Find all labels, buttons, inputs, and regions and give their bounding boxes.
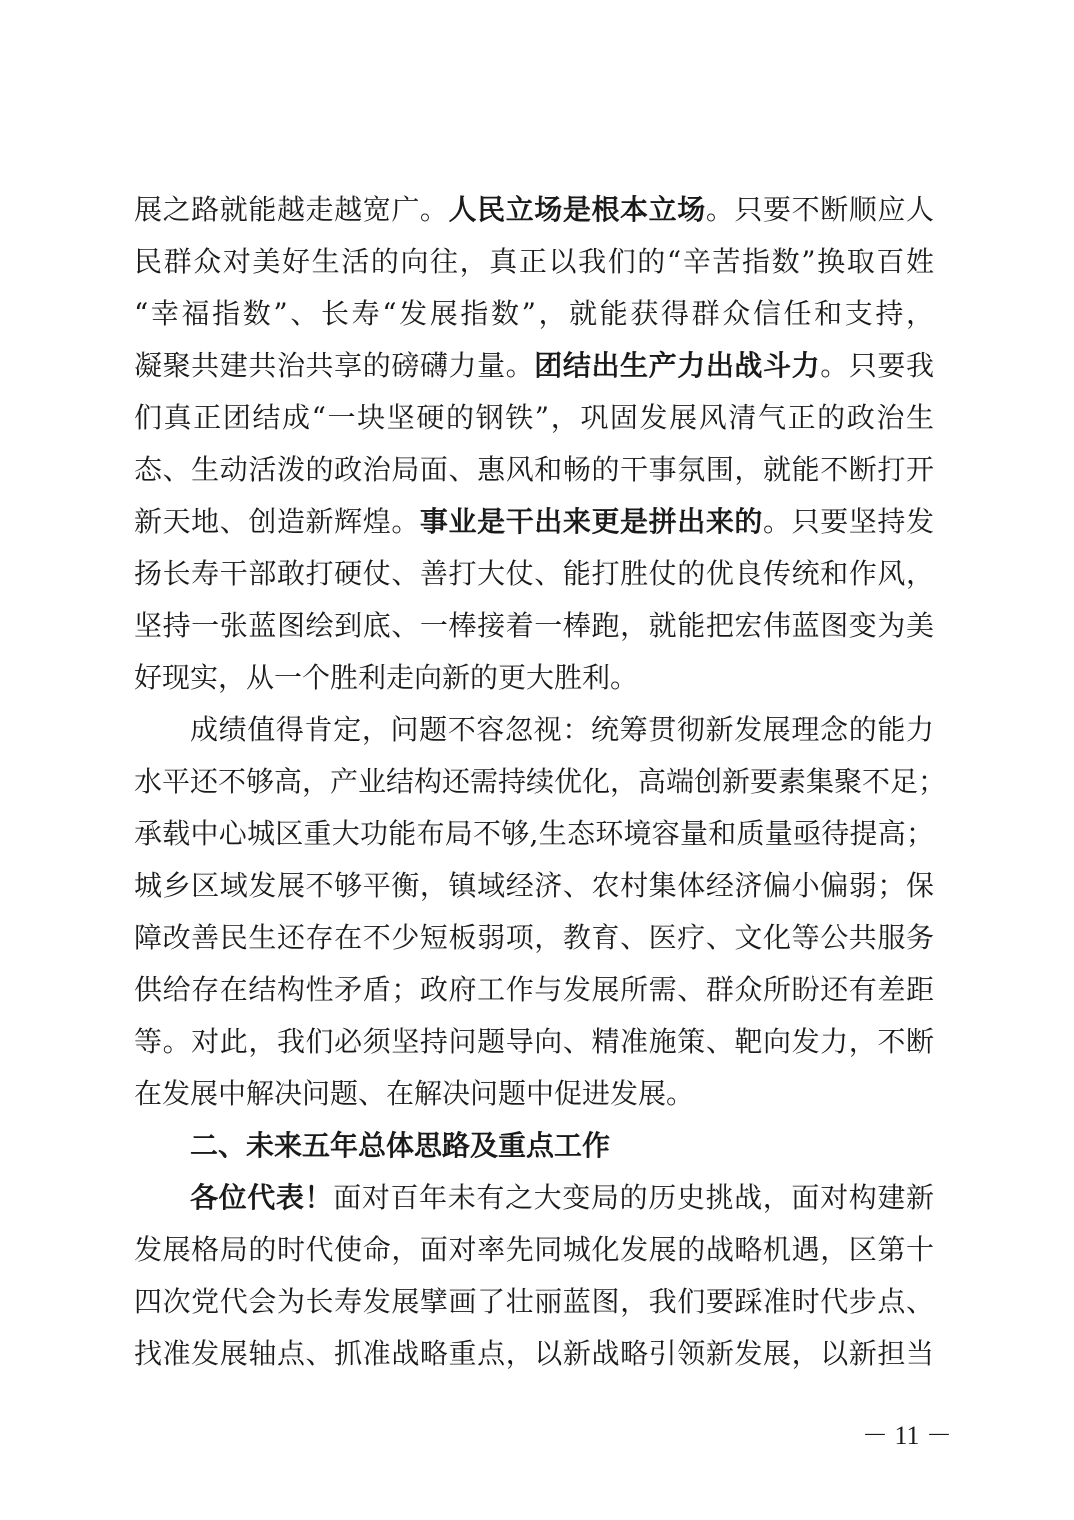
text-line: 在发展中解决问题、在解决问题中促进发展。 <box>134 1077 695 1110</box>
text-line: 展之路就能越走越宽广。人民立场是根本立场。只要不断顺应人 <box>134 193 934 226</box>
text-line: 凝聚共建共治共享的磅礴力量。团结出生产力出战斗力。只要我 <box>134 349 934 382</box>
text-line: 供给存在结构性矛盾；政府工作与发展所需、群众所盼还有差距 <box>134 973 934 1006</box>
text-line: 发展格局的时代使命，面对率先同城化发展的战略机遇，区第十 <box>134 1233 934 1266</box>
page-number: － 11 － <box>862 1421 953 1450</box>
emphasis-text: 事业是干出来更是拼出来的 <box>419 505 764 538</box>
text-line: 障改善民生还存在不少短板弱项，教育、医疗、文化等公共服务 <box>134 921 934 954</box>
text-line: 成绩值得肯定，问题不容忽视：统筹贯彻新发展理念的能力 <box>190 713 934 746</box>
text-line: 等。对此，我们必须坚持问题导向、精准施策、靶向发力，不断 <box>134 1025 934 1058</box>
emphasis-text: 人民立场是根本立场 <box>448 193 706 226</box>
section-heading: 二、未来五年总体思路及重点工作 <box>190 1129 611 1162</box>
emphasis-text: 团结出生产力出战斗力 <box>534 349 821 382</box>
text-line: 坚持一张蓝图绘到底、一棒接着一棒跑，就能把宏伟蓝图变为美 <box>134 609 934 642</box>
text-line: “幸福指数”、长寿“发展指数”，就能获得群众信任和支持， <box>134 297 934 330</box>
text-line: 城乡区域发展不够平衡，镇域经济、农村集体经济偏小偏弱；保 <box>134 869 934 902</box>
emphasis-text: 各位代表！ <box>190 1181 334 1214</box>
text-line: 承载中心城区重大功能布局不够,生态环境容量和质量亟待提高； <box>134 817 934 850</box>
text-line: 好现实，从一个胜利走向新的更大胜利。 <box>134 661 639 694</box>
text-line: 各位代表！面对百年未有之大变局的历史挑战，面对构建新 <box>190 1181 934 1214</box>
text-line: 四次党代会为长寿发展擘画了壮丽蓝图，我们要踩准时代步点、 <box>134 1285 934 1318</box>
text-line: 民群众对美好生活的向往，真正以我们的“辛苦指数”换取百姓 <box>134 245 934 278</box>
text-line: 找准发展轴点、抓准战略重点，以新战略引领新发展，以新担当 <box>134 1337 934 1370</box>
text-line: 扬长寿干部敢打硬仗、善打大仗、能打胜仗的优良传统和作风， <box>134 557 934 590</box>
text-line: 们真正团结成“一块坚硬的钢铁”，巩固发展风清气正的政治生 <box>134 401 934 434</box>
text-line: 态、生动活泼的政治局面、惠风和畅的干事氛围，就能不断打开 <box>134 453 934 486</box>
text-line: 新天地、创造新辉煌。事业是干出来更是拼出来的。只要坚持发 <box>134 505 934 538</box>
text-line: 水平还不够高，产业结构还需持续优化，高端创新要素集聚不足； <box>134 765 947 798</box>
